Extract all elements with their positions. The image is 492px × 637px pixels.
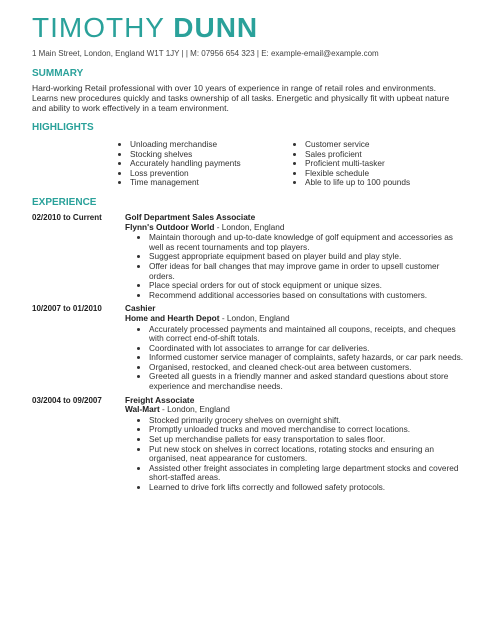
- job-body: [125, 396, 464, 493]
- job-location: - London, England: [214, 221, 285, 232]
- job-company-line: [125, 405, 464, 415]
- candidate-name: [32, 12, 464, 44]
- highlight-item: • Time management: [130, 178, 295, 188]
- highlight-item: • Accurately handling payments: [130, 159, 295, 169]
- highlight-item: • Loss prevention: [130, 169, 295, 179]
- highlights-left-column: [120, 140, 295, 188]
- job-company-line: [125, 223, 464, 233]
- job-bullet: • Set up merchandise pallets for easy transportation to sales floor.: [149, 435, 464, 445]
- summary-heading: SUMMARY: [32, 68, 84, 79]
- company-name: Home and Hearth Depot: [125, 312, 220, 323]
- contact-line: 1 Main Street, London, England W1T 1JY | | M: 07956 654 323 | E: example-email@example.com: [32, 49, 379, 58]
- highlights-list: [120, 140, 464, 188]
- job-entry: [32, 396, 464, 493]
- job-bullet: • Coordinated with lot associates to arrange for car deliveries.: [149, 344, 464, 354]
- job-bullet: • Put new stock on shelves in correct locations, rotating stocks and ensuring an organised, neat appearance for customers.: [149, 445, 464, 464]
- summary-text: Hard-working Retail professional with over 10 years of experience in range of retail roles and environments. Learns new procedures quickly and tasks ownership of all tasks. Energetic and physically fit with upbeat nature and ability to work effectively in a team environment.: [32, 83, 450, 113]
- experience-heading: EXPERIENCE: [32, 196, 97, 208]
- job-body: [125, 213, 464, 300]
- job-bullets: [125, 233, 464, 300]
- job-bullet: • Greeted all guests in a friendly manner and asked standard questions about store experience and merchandise needs.: [149, 372, 464, 391]
- job-dates: 03/2004 to 09/2007: [32, 395, 102, 405]
- job-bullet: • Assisted other freight associates in completing large department stocks and covered short-staffed areas.: [149, 464, 464, 483]
- job-bullet: • Place special orders for out of stock equipment or unique sizes.: [149, 281, 464, 291]
- highlight-item: • Proficient multi-tasker: [305, 159, 410, 169]
- company-name: Wal-Mart: [125, 404, 160, 415]
- job-entry: [32, 213, 464, 300]
- highlight-item: • Sales proficient: [305, 150, 410, 160]
- job-bullet: • Learned to drive fork lifts correctly and followed safety protocols.: [149, 483, 464, 493]
- job-dates: 02/2010 to Current: [32, 212, 102, 222]
- job-bullets: [125, 325, 464, 392]
- first-name: TIMOTHY: [32, 12, 165, 43]
- job-bullet: • Recommend additional accessories based on consultations with customers.: [149, 291, 464, 301]
- last-name: DUNN: [173, 12, 259, 43]
- job-bullets: [125, 416, 464, 493]
- job-bullet: • Organised, restocked, and cleaned check-out area between customers.: [149, 363, 464, 373]
- highlight-item: • Customer service: [305, 140, 410, 150]
- job-location: - London, England: [159, 404, 230, 415]
- highlight-item: • Unloading merchandise: [130, 140, 295, 150]
- job-title: Golf Department Sales Associate: [125, 211, 256, 222]
- job-bullet: • Offer ideas for ball changes that may improve game in order to upsell customer orders.: [149, 262, 464, 281]
- job-body: [125, 304, 464, 391]
- job-bullet: • Stocked primarily grocery shelves on overnight shift.: [149, 416, 464, 426]
- job-bullet: • Promptly unloaded trucks and moved merchandise to correct locations.: [149, 425, 464, 435]
- highlight-item: • Stocking shelves: [130, 150, 295, 160]
- highlight-item: • Flexible schedule: [305, 169, 410, 179]
- job-company-line: [125, 314, 464, 324]
- job-title: Freight Associate: [125, 394, 195, 405]
- highlights-right-column: [295, 140, 410, 188]
- job-bullet: • Informed customer service manager of complaints, safety hazards, or car park needs.: [149, 353, 464, 363]
- job-bullet: • Suggest appropriate equipment based on player build and play style.: [149, 252, 464, 262]
- company-name: Flynn's Outdoor World: [125, 221, 215, 232]
- job-title: Cashier: [125, 303, 156, 314]
- job-dates: 10/2007 to 01/2010: [32, 304, 102, 314]
- job-bullet: • Accurately processed payments and maintained all coupons, receipts, and cheques with correct end-of-shift totals.: [149, 325, 464, 344]
- highlight-item: • Able to life up to 100 pounds: [305, 178, 410, 188]
- job-bullet: • Maintain thorough and up-to-date knowledge of golf equipment and accessories as well as recent tournaments and top players.: [149, 233, 464, 252]
- highlights-heading: HIGHLIGHTS: [32, 122, 94, 133]
- job-entry: [32, 304, 464, 391]
- job-location: - London, England: [219, 312, 290, 323]
